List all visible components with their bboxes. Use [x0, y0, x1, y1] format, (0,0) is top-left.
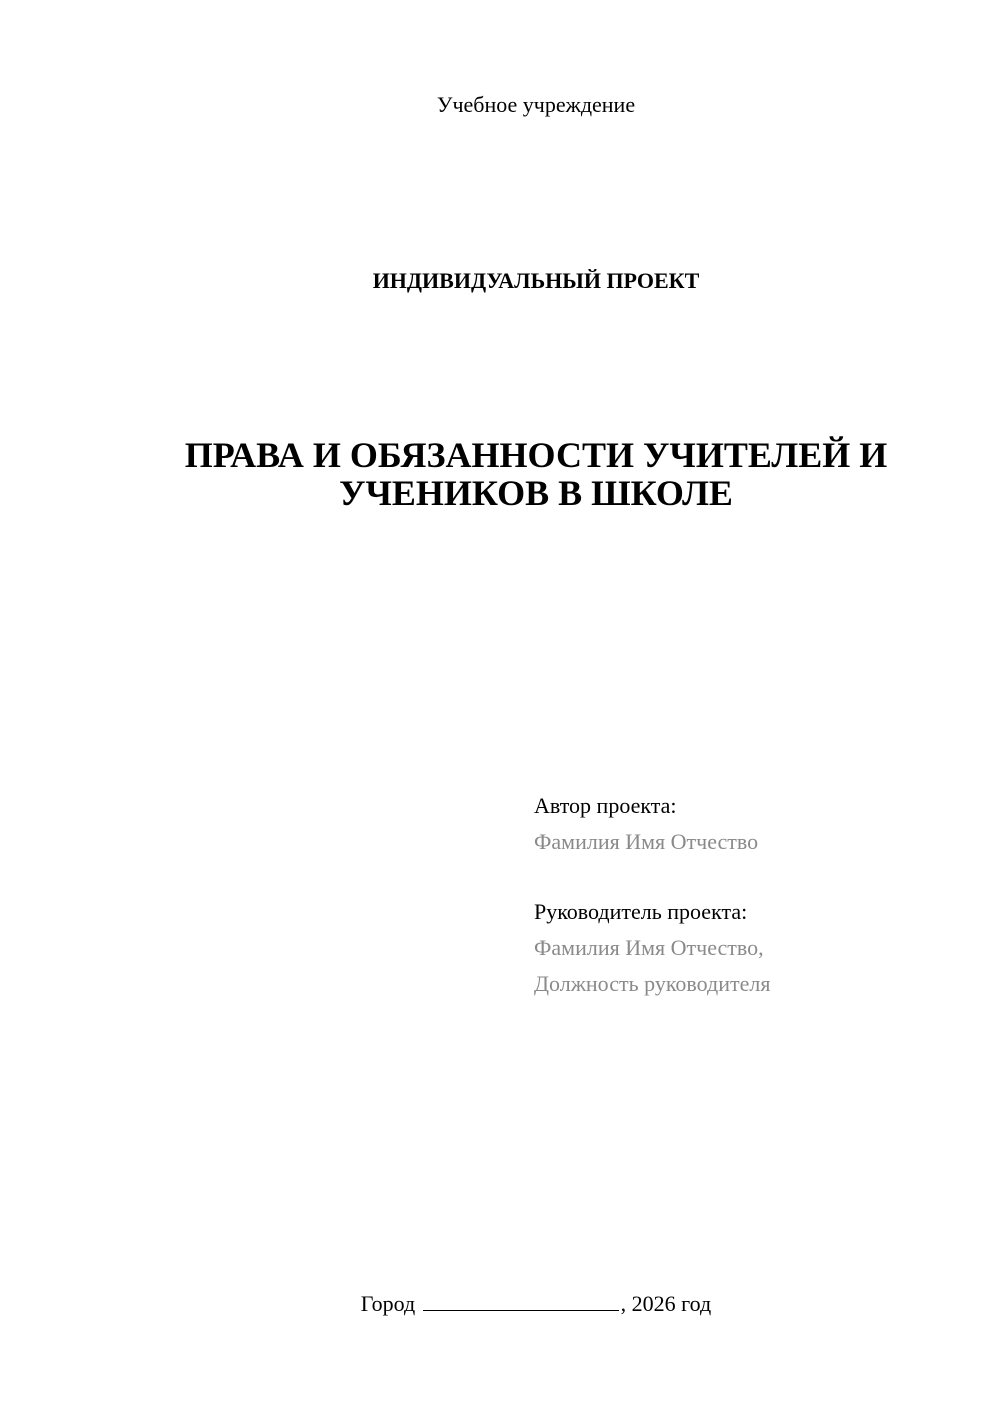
supervisor-position: Должность руководителя	[534, 971, 771, 996]
author-name: Фамилия Имя Отчество	[534, 829, 759, 854]
project-credits	[534, 788, 974, 1002]
city-label: Город	[360, 1291, 416, 1316]
project-type-heading: ИНДИВИДУАЛЬНЫЙ ПРОЕКТ	[372, 268, 700, 293]
project-title-line-1: ПРАВА И ОБЯЗАННОСТИ УЧИТЕЛЕЙ И	[184, 435, 888, 475]
institution-name: Учебное учреждение	[436, 92, 636, 117]
supervisor-label: Руководитель проекта:	[534, 899, 748, 924]
city-year-line	[0, 1290, 1000, 1318]
year-text: , 2026 год	[620, 1291, 712, 1316]
project-title	[110, 436, 962, 512]
project-title-line-2: УЧЕНИКОВ В ШКОЛЕ	[339, 473, 733, 513]
supervisor-name: Фамилия Имя Отчество,	[534, 935, 764, 960]
city-blank-line	[423, 1292, 619, 1311]
author-label: Автор проекта:	[534, 793, 677, 818]
